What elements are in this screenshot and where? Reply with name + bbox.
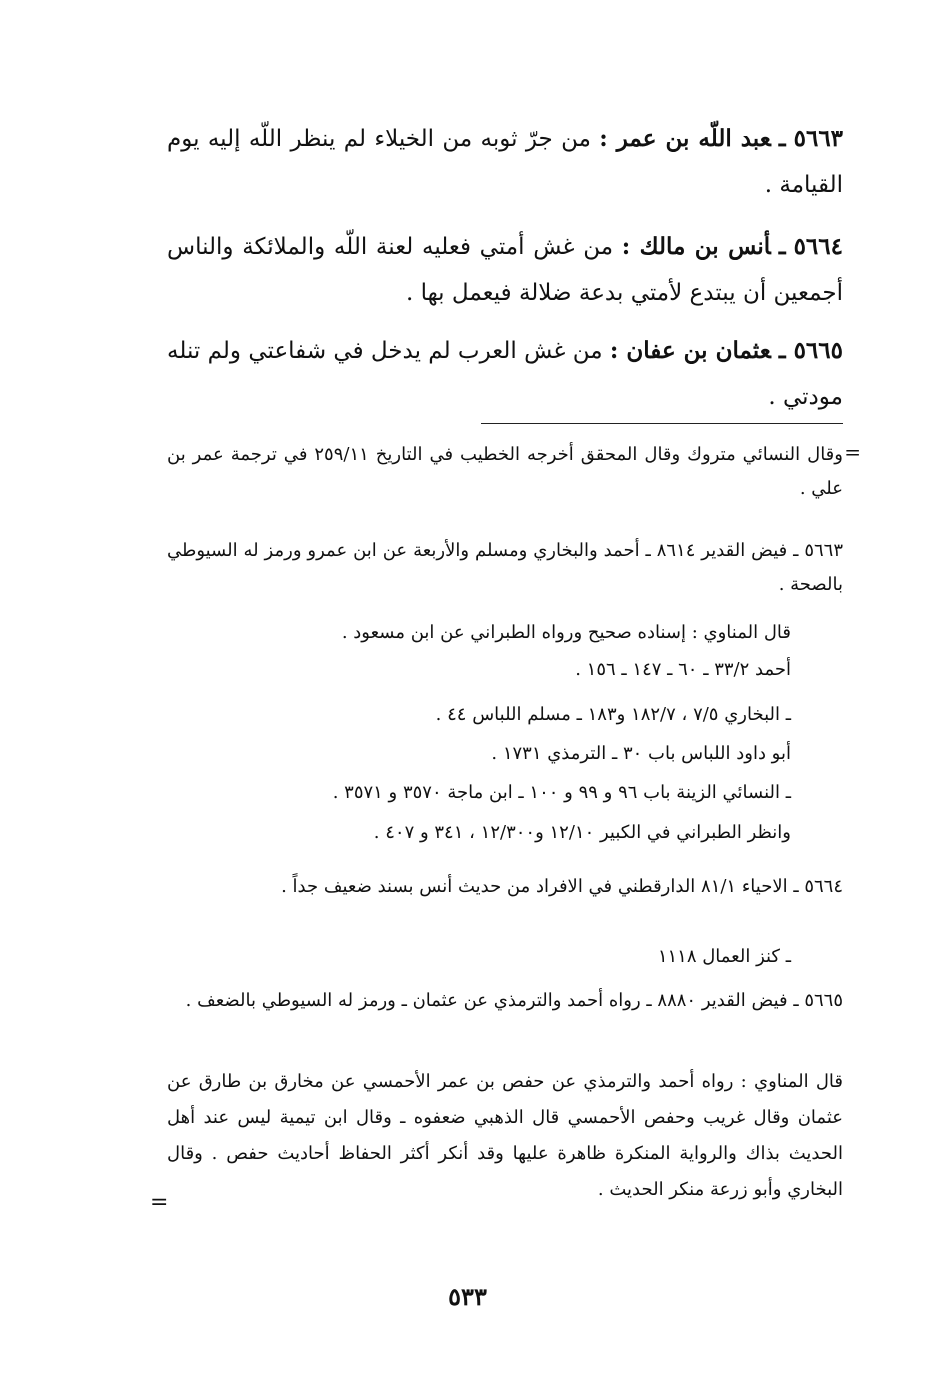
hadith-number: ٥٦٦٣: [793, 125, 844, 152]
footnote-line: وانظر الطبراني في الكبير ١٢/١٠ و١٢/٣٠٠ ، ٣٤١ و ٤٠٧ .: [373, 822, 791, 843]
hadith-entry: ٥٦٦٤ـأنس بن مالك : من غش أمتي فعليه لعنة اللّه والملائكة والناس أجمعين أن يبتدع لأمتي بدعة ضلالة فيعمل بها .: [167, 233, 843, 306]
hadith-text: من غش العرب لم يدخل في شفاعتي ولم تنله مودتي .: [167, 338, 843, 410]
hadith-narrator: عثمان بن عفان :: [609, 337, 771, 364]
footnote-line: ـ البخاري ٧/٥ ، ١٨٢/٧ و١٨٣ ـ مسلم اللباس ٤٤ .: [435, 704, 791, 725]
hadith-number: ٥٦٦٤: [793, 233, 843, 260]
hadith-text: من غش أمتي فعليه لعنة اللّه والملائكة والناس أجمعين أن يبتدع لأمتي بدعة ضلالة فيعمل بها .: [167, 234, 843, 306]
continuation-mark: =: [150, 1190, 169, 1215]
hadith-narrator: عبد اللّه بن عمر :: [599, 125, 771, 152]
hadith-number: ٥٦٦٥: [793, 337, 843, 364]
footnote-line: ـ النسائي الزينة باب ٩٦ و ٩٩ و ١٠٠ ـ ابن ماجة ٣٥٧٠ و ٣٥٧١ .: [332, 782, 791, 803]
footnote-5664: ٥٦٦٤ ـ الاحياء ٨١/١ الدارقطني في الافراد من حديث أنس بسند ضعيف جداً .: [281, 876, 843, 897]
footnote-line: قال المناوي : إسناده صحيح ورواه الطبراني عن ابن مسعود .: [341, 622, 791, 643]
footnote-line: أحمد ٣٣/٢ ـ ٦٠ ـ ١٤٧ ـ ١٥٦ .: [575, 659, 791, 680]
hadith-narrator: أنس بن مالك :: [621, 233, 771, 260]
footnote-5665-commentary: قال المناوي : رواه أحمد والترمذي عن حفص بن عمر الأحمسي عن مخارق بن طارق عن عثمان وقال غريب وحفص الأحمسي قال الذهبي ضعفوه ـ وقال ابن تيمية ليس عند أهل الحديث بذاك والرواية المنكرة ظاهرة عليها وقد أنكر أكثر الحفاظ أحاديث حفص . وقال البخاري وأبو زرعة منكر الحديث .: [167, 1071, 843, 1200]
footnote-5665: ٥٦٦٥ ـ فيض القدير ٨٨٨٠ ـ رواه أحمد والترمذي عن عثمان ـ ورمز له السيوطي بالضعف .: [185, 990, 843, 1011]
footnote-line: ـ كنز العمال ١١١٨: [657, 946, 791, 967]
footnote-continued: وقال النسائي متروك وقال المحقق أخرجه الخطيب في التاريخ ٢٥٩/١١ في ترجمة عمر بن علي .: [167, 444, 843, 499]
continuation-mark: =: [844, 440, 861, 464]
page-number: ٥٣٣: [448, 1282, 487, 1311]
hadith-text: من جرّ ثوبه من الخيلاء لم ينظر اللّه إليه يوم القيامة .: [167, 126, 843, 198]
footnote-divider: [481, 423, 843, 424]
hadith-entry: ٥٦٦٣ـعبد اللّه بن عمر : من جرّ ثوبه من الخيلاء لم ينظر اللّه إليه يوم القيامة .: [167, 125, 844, 198]
hadith-entry: ٥٦٦٥ـعثمان بن عفان : من غش العرب لم يدخل في شفاعتي ولم تنله مودتي .: [167, 337, 843, 410]
footnote-line: أبو داود اللباس باب ٣٠ ـ الترمذي ١٧٣١ .: [491, 743, 791, 764]
footnote-5663: ٥٦٦٣ ـ فيض القدير ٨٦١٤ ـ أحمد والبخاري ومسلم والأربعة عن ابن عمرو ورمز له السيوطي بالصحة .: [167, 540, 844, 595]
